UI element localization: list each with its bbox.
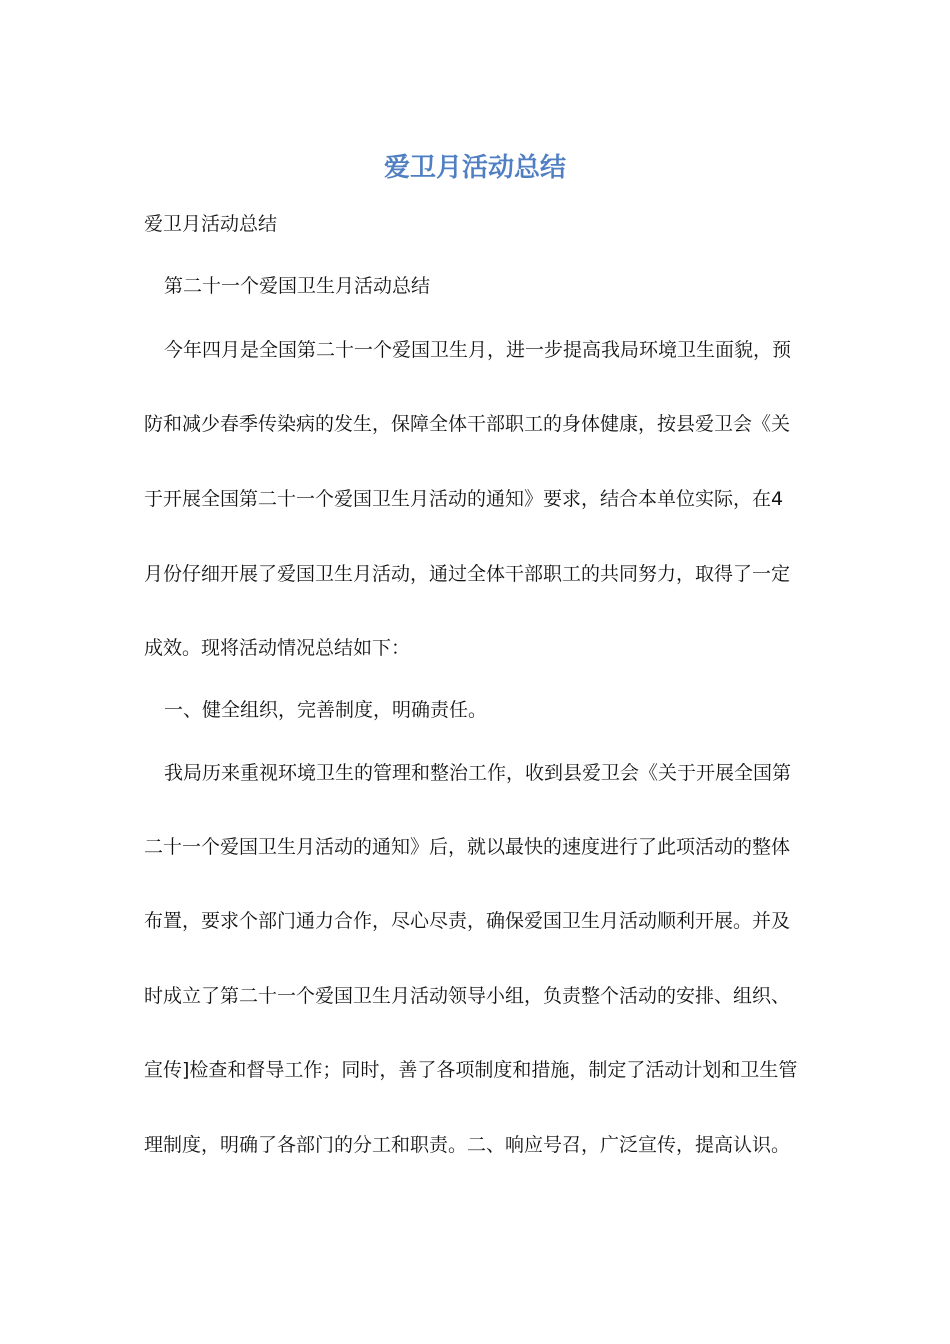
paragraph-line: 时成立了第二十一个爱国卫生月活动领导小组，负责整个活动的安排、组织、 bbox=[144, 985, 791, 1007]
paragraph-line: 于开展全国第二十一个爱国卫生月活动的通知》要求，结合本单位实际，在4 bbox=[144, 488, 784, 510]
paragraph-line: 理制度，明确了各部门的分工和职责。二、响应号召，广泛宣传，提高认识。 bbox=[144, 1134, 791, 1156]
paragraph-line: 防和减少春季传染病的发生，保障全体干部职工的身体健康，按县爱卫会《关 bbox=[144, 413, 791, 435]
document-title: 爱卫月活动总结 bbox=[383, 153, 566, 183]
paragraph-line: 宣传]检查和督导工作；同时，善了各项制度和措施，制定了活动计划和卫生管 bbox=[144, 1059, 798, 1081]
section-heading: 一、健全组织，完善制度，明确责任。 bbox=[164, 699, 488, 721]
paragraph-line: 月份仔细开展了爱国卫生月活动，通过全体干部职工的共同努力，取得了一定 bbox=[144, 563, 791, 585]
paragraph-line: 今年四月是全国第二十一个爱国卫生月，进一步提高我局环境卫生面貌，预 bbox=[164, 339, 792, 361]
section-heading: 第二十一个爱国卫生月活动总结 bbox=[164, 275, 431, 297]
paragraph-line: 布置，要求个部门通力合作，尽心尽责，确保爱国卫生月活动顺利开展。并及 bbox=[144, 910, 791, 932]
subtitle-line: 爱卫月活动总结 bbox=[144, 213, 278, 235]
paragraph-line: 我局历来重视环境卫生的管理和整治工作，收到县爱卫会《关于开展全国第 bbox=[164, 762, 792, 784]
paragraph-line: 二十一个爱国卫生月活动的通知》后，就以最快的速度进行了此项活动的整体 bbox=[144, 836, 791, 858]
paragraph-line: 成效。现将活动情况总结如下： bbox=[144, 637, 411, 659]
